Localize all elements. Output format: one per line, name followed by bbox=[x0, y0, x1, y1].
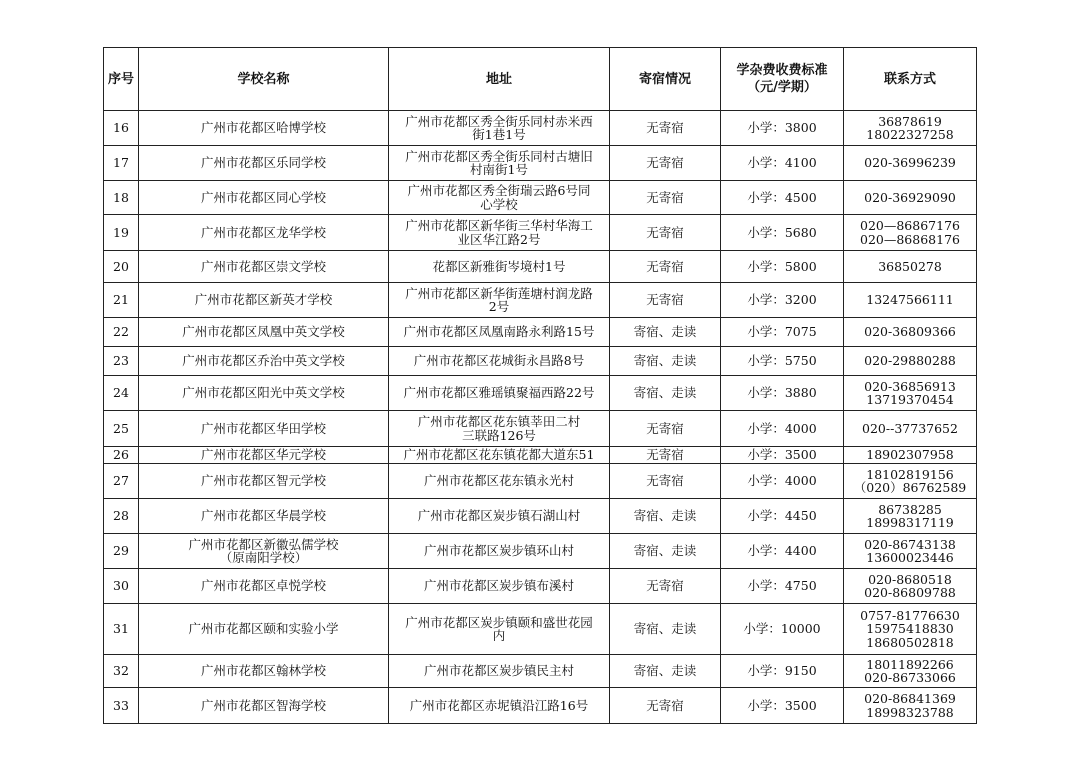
cell-seq: 24 bbox=[104, 376, 139, 411]
cell-contact-line: 020-29880288 bbox=[864, 353, 956, 369]
cell-contact bbox=[844, 376, 977, 411]
cell-school-name bbox=[139, 181, 389, 215]
header-address: 地址 bbox=[389, 48, 610, 111]
cell-school-name bbox=[139, 376, 389, 411]
cell-seq: 30 bbox=[104, 569, 139, 604]
cell-contact bbox=[844, 688, 977, 724]
cell-school-name bbox=[139, 347, 389, 376]
table-row bbox=[104, 604, 977, 655]
cell-contact-line: 36878619 bbox=[878, 113, 942, 129]
cell-contact-line: 36850278 bbox=[878, 258, 942, 274]
cell-contact-line: 18902307958 bbox=[866, 447, 954, 463]
cell-contact-line: 020-86743138 bbox=[864, 536, 956, 552]
cell-contact-line: 13247566111 bbox=[866, 292, 954, 308]
cell-school-name bbox=[139, 569, 389, 604]
cell-contact bbox=[844, 411, 977, 447]
cell-school-name bbox=[139, 111, 389, 146]
cell-contact bbox=[844, 534, 977, 569]
cell-contact bbox=[844, 604, 977, 655]
cell-contact-line: 18102819156 bbox=[866, 466, 954, 482]
cell-address-line: 2号 bbox=[488, 299, 510, 314]
cell-address bbox=[389, 283, 610, 318]
cell-fee: 小学：4450 bbox=[721, 499, 844, 534]
cell-address-line: 村南街1号 bbox=[470, 162, 528, 177]
cell-boarding: 寄宿、走读 bbox=[610, 604, 721, 655]
cell-seq: 33 bbox=[104, 688, 139, 724]
cell-fee: 小学：9150 bbox=[721, 655, 844, 688]
cell-boarding: 无寄宿 bbox=[610, 181, 721, 215]
cell-seq: 22 bbox=[104, 318, 139, 347]
cell-boarding: 寄宿、走读 bbox=[610, 347, 721, 376]
cell-contact-line: 020-8680518 bbox=[868, 571, 952, 587]
cell-address-line: 花都区新雅街岑境村1号 bbox=[432, 258, 566, 274]
table-row bbox=[104, 283, 977, 318]
cell-address bbox=[389, 376, 610, 411]
cell-contact bbox=[844, 347, 977, 376]
cell-school-name-line: 广州市花都区哈博学校 bbox=[200, 120, 326, 136]
cell-contact bbox=[844, 499, 977, 534]
cell-boarding: 无寄宿 bbox=[610, 146, 721, 181]
cell-school-name-line: 广州市花都区智海学校 bbox=[200, 697, 326, 713]
cell-address bbox=[389, 251, 610, 283]
cell-boarding: 无寄宿 bbox=[610, 447, 721, 464]
cell-address-line: 广州市花都区赤坭镇沿江路16号 bbox=[409, 697, 589, 713]
cell-contact-line: 020-86841369 bbox=[864, 691, 956, 706]
cell-contact-line: 18998317119 bbox=[866, 515, 954, 530]
cell-contact bbox=[844, 655, 977, 688]
cell-fee: 小学：4400 bbox=[721, 534, 844, 569]
cell-seq: 25 bbox=[104, 411, 139, 447]
cell-school-name-line: 广州市花都区新徽弘儒学校 bbox=[188, 536, 339, 552]
cell-contact bbox=[844, 569, 977, 604]
cell-address-line: 广州市花都区花东镇花都大道东51 bbox=[403, 447, 595, 463]
cell-seq: 32 bbox=[104, 655, 139, 688]
cell-school-name-line: （原南阳学校） bbox=[219, 550, 308, 565]
cell-seq: 29 bbox=[104, 534, 139, 569]
cell-boarding: 寄宿、走读 bbox=[610, 376, 721, 411]
cell-contact bbox=[844, 111, 977, 146]
cell-fee: 小学：5680 bbox=[721, 215, 844, 251]
table-row bbox=[104, 411, 977, 447]
cell-school-name-line: 广州市花都区凤凰中英文学校 bbox=[182, 324, 345, 340]
cell-address bbox=[389, 604, 610, 655]
cell-contact bbox=[844, 146, 977, 181]
cell-contact-line: 18680502818 bbox=[866, 634, 954, 650]
cell-contact-line: 020—86868176 bbox=[860, 231, 960, 247]
cell-fee: 小学：3200 bbox=[721, 283, 844, 318]
cell-contact bbox=[844, 283, 977, 318]
school-fee-table bbox=[103, 47, 977, 724]
cell-address bbox=[389, 464, 610, 499]
cell-boarding: 寄宿、走读 bbox=[610, 499, 721, 534]
cell-contact-line: 13600023446 bbox=[866, 550, 954, 565]
cell-fee: 小学：5750 bbox=[721, 347, 844, 376]
cell-address bbox=[389, 411, 610, 447]
cell-address bbox=[389, 688, 610, 724]
cell-contact-line: 020-86733066 bbox=[864, 670, 956, 685]
cell-address bbox=[389, 146, 610, 181]
cell-address-line: 广州市花都区花城街永昌路8号 bbox=[413, 353, 585, 369]
cell-school-name bbox=[139, 499, 389, 534]
cell-address-line: 业区华江路2号 bbox=[457, 231, 541, 247]
cell-fee: 小学：4000 bbox=[721, 411, 844, 447]
cell-school-name-line: 广州市花都区乔治中英文学校 bbox=[182, 353, 345, 369]
cell-school-name-line: 广州市花都区同心学校 bbox=[200, 189, 326, 205]
table-row bbox=[104, 181, 977, 215]
cell-contact-line: 13719370454 bbox=[866, 392, 954, 407]
cell-boarding: 寄宿、走读 bbox=[610, 534, 721, 569]
cell-school-name-line: 广州市花都区翰林学校 bbox=[200, 663, 326, 679]
cell-school-name-line: 广州市花都区华晨学校 bbox=[200, 508, 326, 524]
cell-address bbox=[389, 347, 610, 376]
cell-school-name-line: 广州市花都区卓悦学校 bbox=[200, 578, 326, 594]
cell-contact bbox=[844, 447, 977, 464]
cell-contact-line: 0757-81776630 bbox=[860, 607, 960, 623]
cell-school-name-line: 广州市花都区乐同学校 bbox=[200, 155, 326, 171]
cell-address bbox=[389, 447, 610, 464]
cell-fee: 小学：10000 bbox=[721, 604, 844, 655]
cell-seq: 18 bbox=[104, 181, 139, 215]
cell-contact bbox=[844, 464, 977, 499]
cell-contact-line: 020-86809788 bbox=[864, 585, 956, 600]
cell-school-name-line: 广州市花都区崇文学校 bbox=[200, 258, 326, 274]
cell-contact bbox=[844, 251, 977, 283]
cell-contact-line: 15975418830 bbox=[866, 621, 954, 637]
cell-boarding: 无寄宿 bbox=[610, 251, 721, 283]
cell-school-name bbox=[139, 655, 389, 688]
cell-fee: 小学：4750 bbox=[721, 569, 844, 604]
table-row bbox=[104, 146, 977, 181]
cell-contact-line: 020-36929090 bbox=[864, 189, 956, 205]
cell-contact-line: 020-36856913 bbox=[864, 378, 956, 394]
cell-school-name-line: 广州市花都区阳光中英文学校 bbox=[182, 385, 345, 401]
cell-school-name-line: 广州市花都区颐和实验小学 bbox=[188, 621, 339, 637]
cell-seq: 17 bbox=[104, 146, 139, 181]
cell-address-line: 广州市花都区新华街莲塘村润龙路 bbox=[405, 285, 593, 301]
cell-fee: 小学：4100 bbox=[721, 146, 844, 181]
cell-fee: 小学：4000 bbox=[721, 464, 844, 499]
table-row bbox=[104, 688, 977, 724]
cell-seq: 28 bbox=[104, 499, 139, 534]
cell-seq: 19 bbox=[104, 215, 139, 251]
cell-seq: 26 bbox=[104, 447, 139, 464]
cell-school-name-line: 广州市花都区智元学校 bbox=[200, 473, 326, 489]
cell-contact-line: 020--37737652 bbox=[862, 420, 958, 436]
cell-boarding: 无寄宿 bbox=[610, 111, 721, 146]
cell-contact bbox=[844, 215, 977, 251]
table-row bbox=[104, 215, 977, 251]
cell-contact bbox=[844, 181, 977, 215]
table-body bbox=[104, 111, 977, 724]
cell-fee: 小学：3800 bbox=[721, 111, 844, 146]
cell-seq: 27 bbox=[104, 464, 139, 499]
cell-fee: 小学：7075 bbox=[721, 318, 844, 347]
cell-contact-line: 18998323788 bbox=[866, 704, 954, 720]
cell-contact-line: 020—86867176 bbox=[860, 218, 960, 233]
cell-school-name bbox=[139, 318, 389, 347]
cell-school-name bbox=[139, 534, 389, 569]
table-row bbox=[104, 534, 977, 569]
cell-address-line: 广州市花都区秀全街乐同村古塘旧 bbox=[405, 148, 593, 164]
cell-address-line: 广州市花都区秀全街瑞云路6号同 bbox=[407, 183, 591, 198]
cell-address-line: 广州市花都区雅瑶镇聚福西路22号 bbox=[403, 385, 595, 401]
table-row bbox=[104, 569, 977, 604]
cell-boarding: 无寄宿 bbox=[610, 283, 721, 318]
cell-contact bbox=[844, 318, 977, 347]
cell-contact-line: 18022327258 bbox=[866, 127, 954, 142]
cell-fee: 小学：4500 bbox=[721, 181, 844, 215]
cell-contact-line: 020-36809366 bbox=[864, 324, 956, 340]
cell-address bbox=[389, 215, 610, 251]
cell-fee: 小学：5800 bbox=[721, 251, 844, 283]
header-contact: 联系方式 bbox=[844, 48, 977, 111]
header-school-name: 学校名称 bbox=[139, 48, 389, 111]
cell-school-name bbox=[139, 215, 389, 251]
cell-boarding: 寄宿、走读 bbox=[610, 318, 721, 347]
cell-contact-line: 18011892266 bbox=[866, 656, 954, 672]
cell-boarding: 无寄宿 bbox=[610, 464, 721, 499]
table-row bbox=[104, 655, 977, 688]
cell-school-name bbox=[139, 251, 389, 283]
cell-address bbox=[389, 111, 610, 146]
cell-address-line: 街1巷1号 bbox=[472, 127, 526, 142]
cell-boarding: 无寄宿 bbox=[610, 688, 721, 724]
cell-school-name bbox=[139, 411, 389, 447]
cell-school-name-line: 广州市花都区华田学校 bbox=[200, 420, 326, 436]
cell-school-name bbox=[139, 688, 389, 724]
cell-contact-line: （020）86762589 bbox=[853, 480, 967, 495]
cell-school-name bbox=[139, 447, 389, 464]
cell-address-line: 广州市花都区炭步镇石湖山村 bbox=[417, 508, 581, 524]
cell-address-line: 广州市花都区炭步镇民主村 bbox=[423, 663, 574, 679]
cell-seq: 16 bbox=[104, 111, 139, 146]
cell-fee: 小学：3880 bbox=[721, 376, 844, 411]
table-row bbox=[104, 318, 977, 347]
table-row bbox=[104, 464, 977, 499]
cell-boarding: 无寄宿 bbox=[610, 569, 721, 604]
cell-address-line: 广州市花都区花东镇永光村 bbox=[423, 473, 574, 489]
cell-boarding: 寄宿、走读 bbox=[610, 655, 721, 688]
cell-fee: 小学：3500 bbox=[721, 688, 844, 724]
cell-address bbox=[389, 569, 610, 604]
cell-contact-line: 020-36996239 bbox=[864, 155, 956, 171]
table-row bbox=[104, 111, 977, 146]
cell-address-line: 心学校 bbox=[480, 196, 518, 212]
cell-fee: 小学：3500 bbox=[721, 447, 844, 464]
cell-seq: 23 bbox=[104, 347, 139, 376]
cell-address bbox=[389, 534, 610, 569]
table-row bbox=[104, 251, 977, 283]
cell-boarding: 无寄宿 bbox=[610, 215, 721, 251]
table-row bbox=[104, 447, 977, 464]
cell-address-line: 广州市花都区炭步镇布溪村 bbox=[423, 578, 574, 594]
cell-address bbox=[389, 655, 610, 688]
cell-seq: 31 bbox=[104, 604, 139, 655]
cell-address bbox=[389, 499, 610, 534]
cell-address-line: 内 bbox=[492, 628, 506, 643]
cell-school-name bbox=[139, 464, 389, 499]
cell-address bbox=[389, 181, 610, 215]
cell-school-name-line: 广州市花都区龙华学校 bbox=[200, 224, 326, 240]
header-fee-title: 学杂费收费标准 bbox=[736, 63, 828, 78]
cell-school-name bbox=[139, 604, 389, 655]
cell-address-line: 三联路126号 bbox=[462, 427, 536, 443]
cell-address-line: 广州市花都区炭步镇环山村 bbox=[423, 543, 574, 559]
header-fee-unit: （元/学期） bbox=[747, 80, 817, 95]
table-row bbox=[104, 376, 977, 411]
cell-school-name-line: 广州市花都区新英才学校 bbox=[194, 292, 333, 308]
cell-boarding: 无寄宿 bbox=[610, 411, 721, 447]
cell-address-line: 广州市花都区炭步镇颐和盛世花园 bbox=[405, 614, 593, 630]
cell-seq: 21 bbox=[104, 283, 139, 318]
cell-contact-line: 86738285 bbox=[878, 501, 942, 517]
table-row bbox=[104, 347, 977, 376]
header-row bbox=[104, 48, 977, 111]
header-seq: 序号 bbox=[104, 48, 139, 111]
cell-address-line: 广州市花都区凤凰南路永利路15号 bbox=[403, 324, 595, 340]
cell-school-name bbox=[139, 146, 389, 181]
cell-address-line: 广州市花都区秀全街乐同村赤米西 bbox=[405, 113, 593, 129]
header-fee bbox=[721, 48, 844, 111]
cell-school-name bbox=[139, 283, 389, 318]
cell-address-line: 广州市花都区花东镇莘田二村 bbox=[417, 414, 581, 429]
cell-school-name-line: 广州市花都区华元学校 bbox=[200, 447, 326, 463]
header-boarding: 寄宿情况 bbox=[610, 48, 721, 111]
cell-address bbox=[389, 318, 610, 347]
table-row bbox=[104, 499, 977, 534]
cell-seq: 20 bbox=[104, 251, 139, 283]
cell-address-line: 广州市花都区新华街三华村华海工 bbox=[405, 218, 593, 233]
